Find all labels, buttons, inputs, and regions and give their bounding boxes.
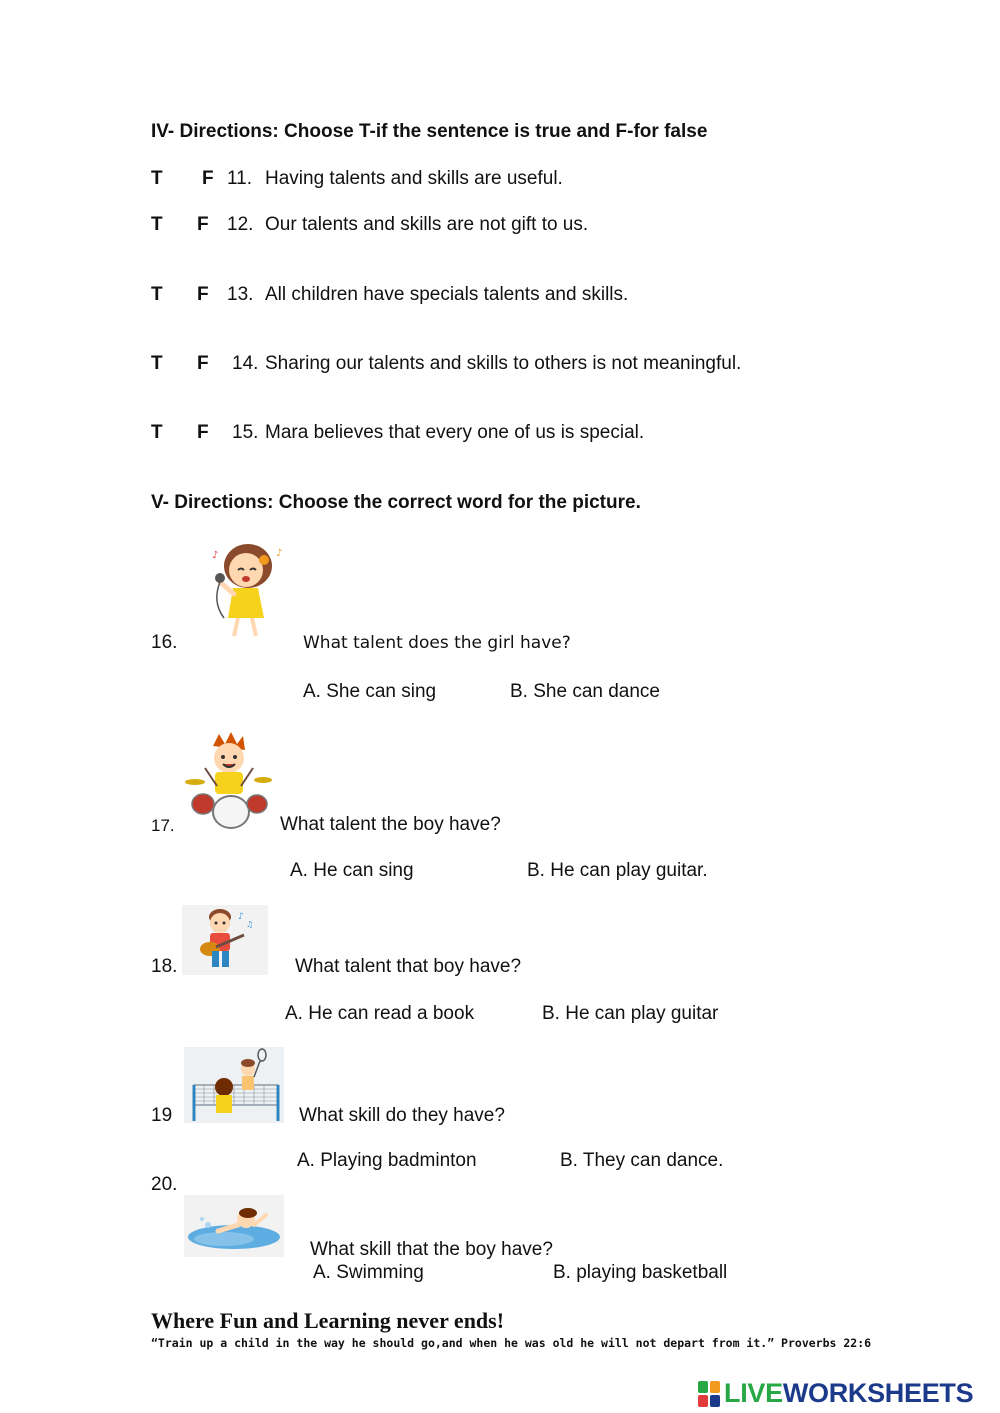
option-b[interactable]: B. He can play guitar. xyxy=(527,860,708,881)
item-text: Sharing our talents and skills to others is not meaningful. xyxy=(265,353,742,374)
false-option[interactable]: F xyxy=(202,168,214,189)
svg-text:♪: ♪ xyxy=(212,550,219,561)
option-b[interactable]: B. playing basketball xyxy=(553,1262,728,1283)
option-a[interactable]: A. He can read a book xyxy=(285,1003,475,1024)
option-b[interactable]: B. She can dance xyxy=(510,681,660,702)
false-option[interactable]: F xyxy=(197,214,209,235)
question-text: What talent the boy have? xyxy=(280,814,501,835)
question-text: What talent does the girl have? xyxy=(303,633,571,653)
item-text: Mara believes that every one of us is special. xyxy=(265,422,645,443)
option-a[interactable]: A. Swimming xyxy=(313,1262,424,1283)
false-option[interactable]: F xyxy=(197,422,209,443)
swimming-icon xyxy=(184,1195,284,1257)
option-a[interactable]: A. Playing badminton xyxy=(297,1150,477,1171)
section-4-heading: IV- Directions: Choose T-if the sentence is true and F-for false xyxy=(151,121,708,142)
true-option[interactable]: T xyxy=(151,168,163,189)
option-a[interactable]: A. She can sing xyxy=(303,681,437,702)
item-number: 13. xyxy=(227,284,254,305)
boy-guitar-icon xyxy=(182,905,268,975)
footer-quote: “Train up a child in the way he should go,and when he was old he will not depart from it.” Proverbs 22:6 xyxy=(151,1336,872,1350)
false-option[interactable]: F xyxy=(197,353,209,374)
true-option[interactable]: T xyxy=(151,284,163,305)
question-number: 20. xyxy=(151,1174,178,1195)
girl-singing-icon xyxy=(198,538,290,642)
true-option[interactable]: T xyxy=(151,422,163,443)
footer-title: Where Fun and Learning never ends! xyxy=(151,1308,505,1333)
true-option[interactable]: T xyxy=(151,214,163,235)
logo-text: LIVEWORKSHEETS xyxy=(724,1378,974,1408)
item-text: All children have specials talents and skills. xyxy=(265,284,629,305)
item-number: 11. xyxy=(227,168,253,189)
question-text: What skill that the boy have? xyxy=(310,1239,553,1260)
item-number: 12. xyxy=(227,214,254,235)
section-5-heading: V- Directions: Choose the correct word for the picture. xyxy=(151,492,641,513)
svg-text:♫: ♫ xyxy=(246,920,254,929)
svg-text:♪: ♪ xyxy=(276,548,283,559)
false-option[interactable]: F xyxy=(197,284,209,305)
option-a[interactable]: A. He can sing xyxy=(290,860,414,881)
badminton-icon xyxy=(184,1047,284,1123)
liveworksheets-logo[interactable] xyxy=(698,1378,973,1409)
item-text: Our talents and skills are not gift to us. xyxy=(265,214,589,235)
svg-text:♪: ♪ xyxy=(238,912,244,922)
option-b[interactable]: B. He can play guitar xyxy=(542,1003,719,1024)
option-b[interactable]: B. They can dance. xyxy=(560,1150,724,1171)
item-number: 15. xyxy=(232,422,259,443)
question-number: 16. xyxy=(151,632,178,653)
question-number: 19 xyxy=(151,1105,173,1126)
item-text: Having talents and skills are useful. xyxy=(265,168,563,189)
boy-drums-icon xyxy=(183,728,273,830)
question-text: What talent that boy have? xyxy=(295,956,522,977)
question-number: 18. xyxy=(151,956,178,977)
question-number: 17. xyxy=(151,816,175,835)
item-number: 14. xyxy=(232,353,259,374)
logo-mark-icon xyxy=(698,1381,720,1407)
true-option[interactable]: T xyxy=(151,353,163,374)
question-text: What skill do they have? xyxy=(299,1105,505,1126)
